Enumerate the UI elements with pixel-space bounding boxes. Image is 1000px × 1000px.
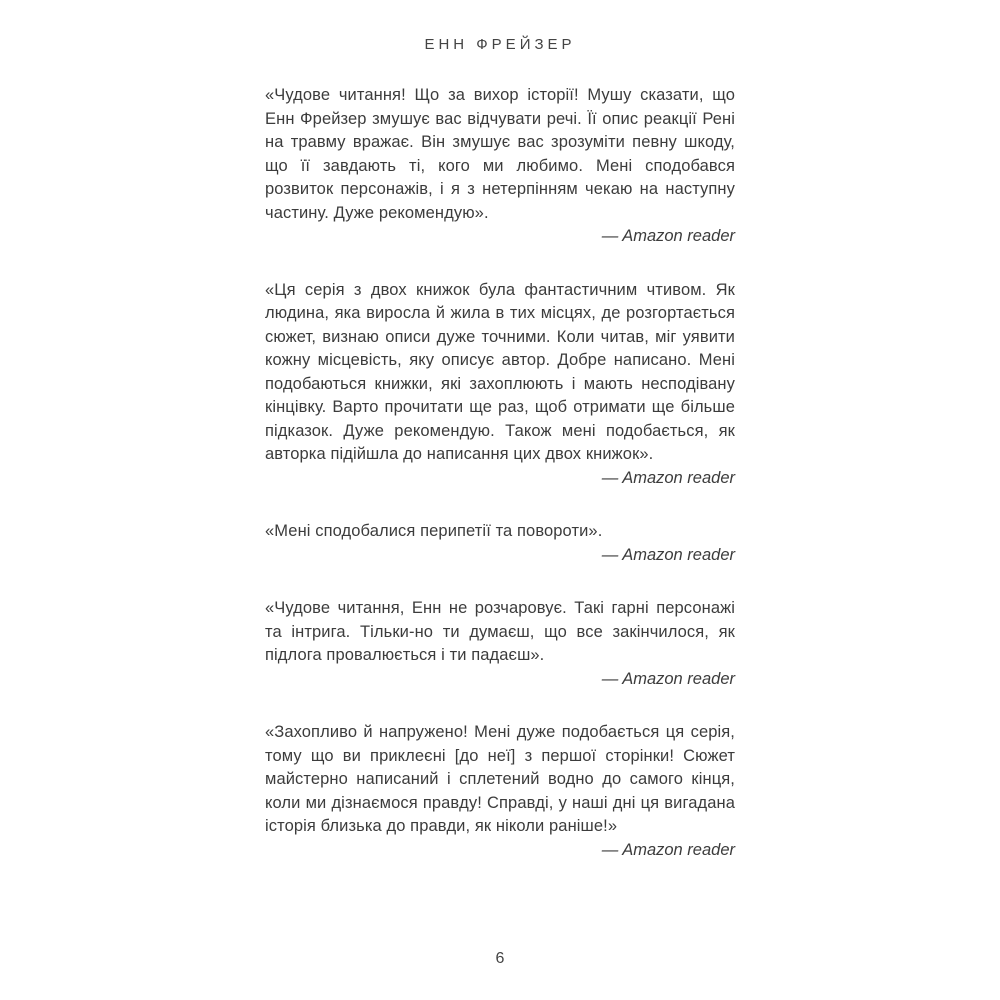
review-quote: «Чудове читання, Енн не розчаровує. Такі гарні персонажі та інтрига. Тільки-но ти думаєш, що все закінчилося, як підлога провалюється і ти падаєш». — [265, 599, 735, 664]
review-quote: «Чудове читання! Що за вихор історії! Мушу сказати, що Енн Фрейзер змушує вас відчувати речі. Її опис реакції Рені на травму вражає. Він змушує вас зрозуміти певну шкоду, що її завдають ті, кого ми любимо. Мені сподобався розвиток персонажів, і я з нетерпінням чекаю на наступну частину. Дуже рекомендую». — [265, 86, 735, 222]
review-block — [265, 520, 735, 567]
review-attribution: — Amazon reader — [601, 669, 735, 688]
review-attribution: — Amazon reader — [601, 545, 735, 564]
review-attribution: — Amazon reader — [601, 840, 735, 859]
review-quote: «Мені сподобалися перипетії та повороти». — [265, 522, 603, 540]
review-block — [265, 721, 735, 862]
page-number: 6 — [495, 950, 505, 967]
running-header: ЕНН ФРЕЙЗЕР — [424, 36, 576, 53]
review-quote: «Ця серія з двох книжок була фантастичним чтивом. Як людина, яка виросла й жила в тих місцях, де розгортається сюжет, визнаю описи дуже точними. Коли читав, міг уявити кожну місцевість, яку описує автор. Добре написано. Мені подобаються книжки, які захоплюють і мають несподівану кінцівку. Варто прочитати ще раз, щоб отримати ще більше підказок. Дуже рекомендую. Також мені подобається, як авторка підійшла до написання цих двох книжок». — [265, 280, 735, 463]
review-block — [265, 279, 735, 491]
review-quote: «Захопливо й напружено! Мені дуже подобається ця серія, тому що ви приклеєні [до неї] з першої сторінки! Сюжет майстерно написаний і сплетений водно до самого кінця, коли ми дізнаємося правду! Справді, у наші дні ця вигадана історія близька до правди, як ніколи раніше!» — [265, 723, 735, 835]
review-attribution: — Amazon reader — [601, 468, 735, 487]
review-block — [265, 84, 735, 249]
review-block — [265, 597, 735, 691]
reviews-content — [265, 84, 735, 862]
review-attribution: — Amazon reader — [601, 227, 735, 245]
